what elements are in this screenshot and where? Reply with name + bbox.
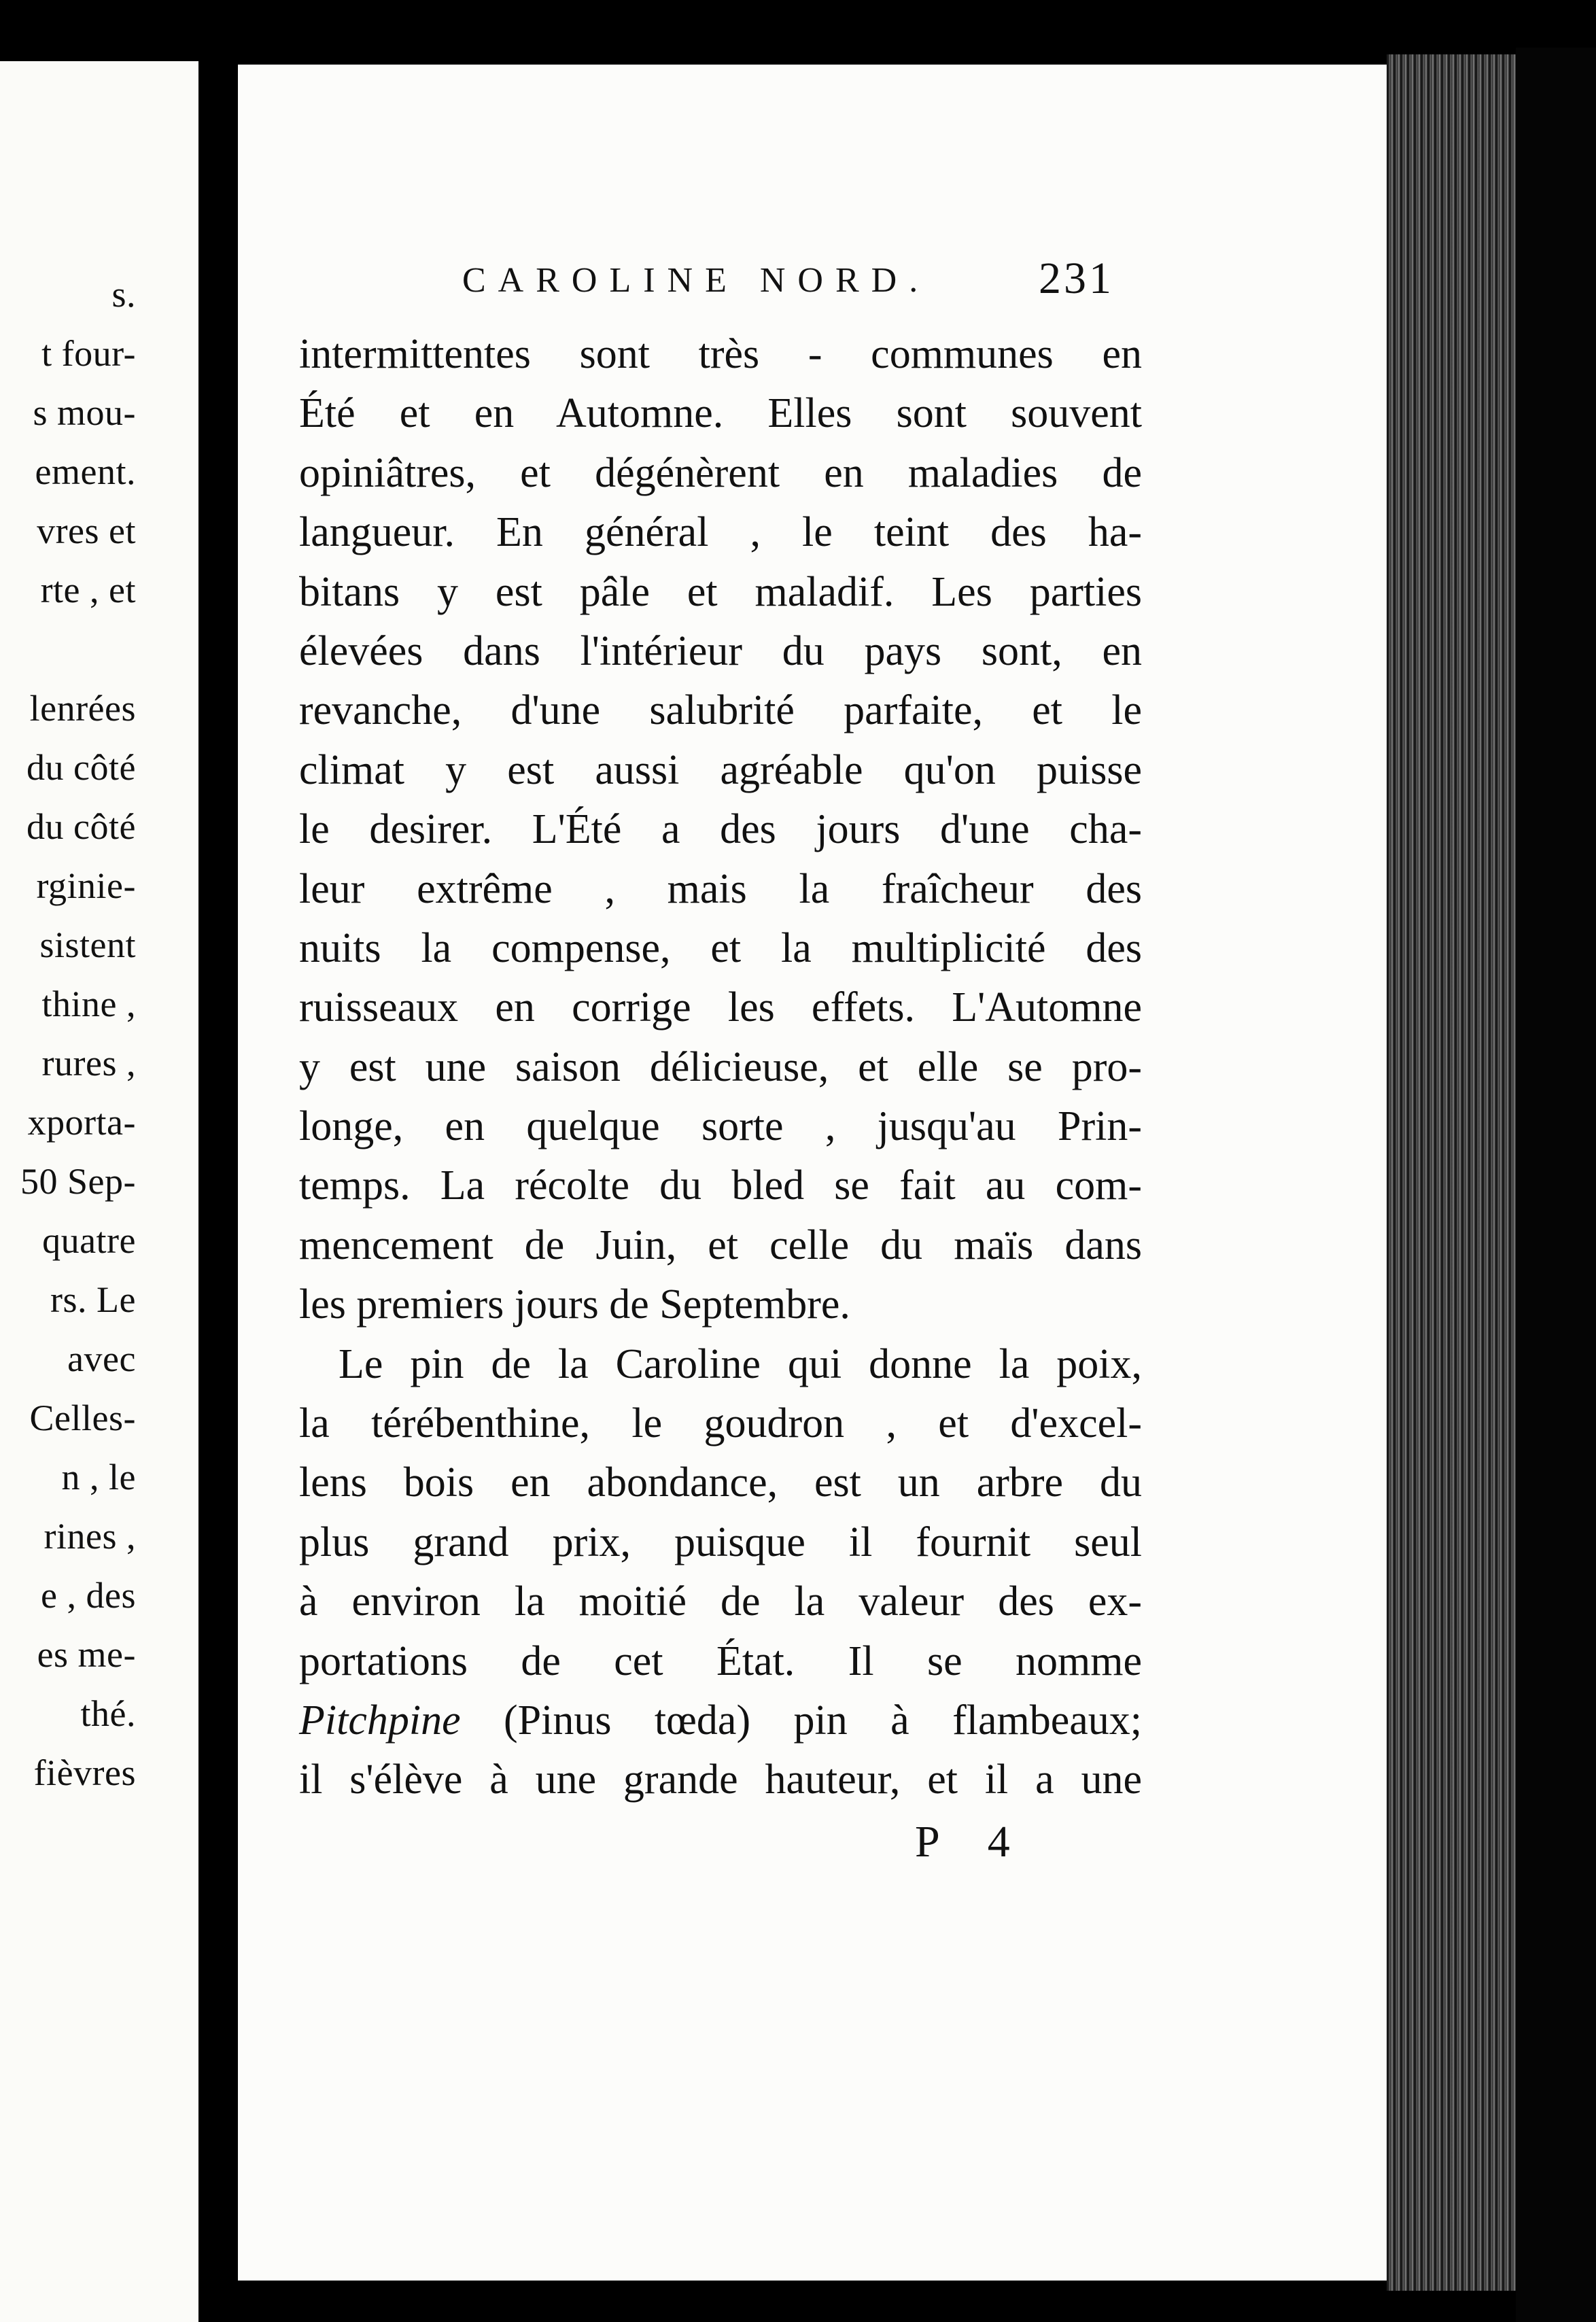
left-line: es me-: [37, 1634, 136, 1675]
left-line: rs. Le: [50, 1279, 136, 1320]
left-line: 50 Sep-: [20, 1161, 136, 1202]
text-line: la térébenthine, le goudron , et d'excel-: [299, 1400, 1142, 1447]
left-line: quatre: [42, 1220, 136, 1261]
text-line: y est une saison délicieuse, et elle se pro-: [299, 1043, 1142, 1090]
left-line: s mou-: [33, 392, 136, 433]
left-line: du côté: [27, 747, 136, 788]
left-page-text: [0, 265, 136, 1803]
text-line-italic-term: [299, 1691, 1142, 1750]
signature-mark: P 4: [915, 1817, 1029, 1867]
text-line: intermittentes sont très - communes en: [299, 331, 1142, 377]
left-line: vres et: [37, 510, 136, 551]
left-line: Celles-: [29, 1398, 136, 1438]
text-line: à environ la moitié de la valeur des ex-: [299, 1578, 1142, 1625]
text-line: le desirer. L'Été a des jours d'une cha-: [299, 806, 1142, 853]
left-line: xporta-: [27, 1102, 136, 1143]
left-line: rines ,: [44, 1516, 136, 1557]
book-gutter: [198, 41, 238, 2322]
text-line: langueur. En général , le teint des ha-: [299, 509, 1142, 556]
body-text: [299, 325, 1142, 1810]
text-line: temps. La récolte du bled se fait au com-: [299, 1162, 1142, 1209]
left-line: thé.: [80, 1693, 136, 1734]
text-line: climat y est aussi agréable qu'on puisse: [299, 746, 1142, 793]
italic-term: Pitchpine: [299, 1697, 461, 1744]
text-line: opiniâtres, et dégénèrent en maladies de: [299, 449, 1142, 496]
left-line: rginie-: [36, 865, 136, 906]
text-line: nuits la compense, et la multiplicité des: [299, 924, 1142, 971]
left-line: s.: [111, 274, 136, 315]
text-line: leur extrême , mais la fraîcheur des: [299, 865, 1142, 912]
left-line: t four-: [41, 333, 136, 374]
text-line: portations de cet État. Il se nomme: [299, 1637, 1142, 1684]
page-number: 231: [1039, 254, 1114, 303]
text-line: Le pin de la Caroline qui donne la poix,: [339, 1340, 1142, 1387]
italic-line-rest: (Pinus tœda) pin à flambeaux;: [460, 1697, 1142, 1744]
text-line: ruisseaux en corrige les effets. L'Automne: [299, 984, 1142, 1031]
left-line: du côté: [27, 806, 136, 847]
left-line: avec: [67, 1338, 136, 1379]
text-line: bitans y est pâle et maladif. Les parties: [299, 568, 1142, 615]
running-head: CAROLINE NORD.: [462, 261, 931, 300]
left-line: rte , et: [40, 570, 136, 610]
left-line: lenrées: [29, 688, 136, 729]
left-line: sistent: [39, 924, 136, 965]
text-line: il s'élève à une grande hauteur, et il a une: [299, 1756, 1142, 1803]
text-line: lens bois en abondance, est un arbre du: [299, 1459, 1142, 1506]
text-line: plus grand prix, puisque il fournit seul: [299, 1519, 1142, 1565]
left-line: [0, 620, 136, 679]
left-line: ement.: [35, 451, 136, 492]
ink-speck: [234, 209, 238, 216]
left-line: thine ,: [41, 984, 136, 1024]
text-line: les premiers jours de Septembre.: [299, 1281, 850, 1328]
left-line: fièvres: [33, 1752, 136, 1793]
text-line: Été et en Automne. Elles sont souvent: [299, 390, 1142, 437]
text-line: revanche, d'une salubrité parfaite, et le: [299, 687, 1142, 734]
text-line: mencement de Juin, et celle du maïs dans: [299, 1221, 1142, 1268]
scan-border: [1516, 48, 1596, 2322]
left-line: n , le: [61, 1457, 136, 1497]
left-line: rures ,: [41, 1043, 136, 1084]
left-line: e , des: [41, 1575, 136, 1616]
text-line: élevées dans l'intérieur du pays sont, en: [299, 627, 1142, 674]
text-line: longe, en quelque sorte , jusqu'au Prin-: [299, 1103, 1142, 1150]
left-page: [0, 61, 198, 2322]
